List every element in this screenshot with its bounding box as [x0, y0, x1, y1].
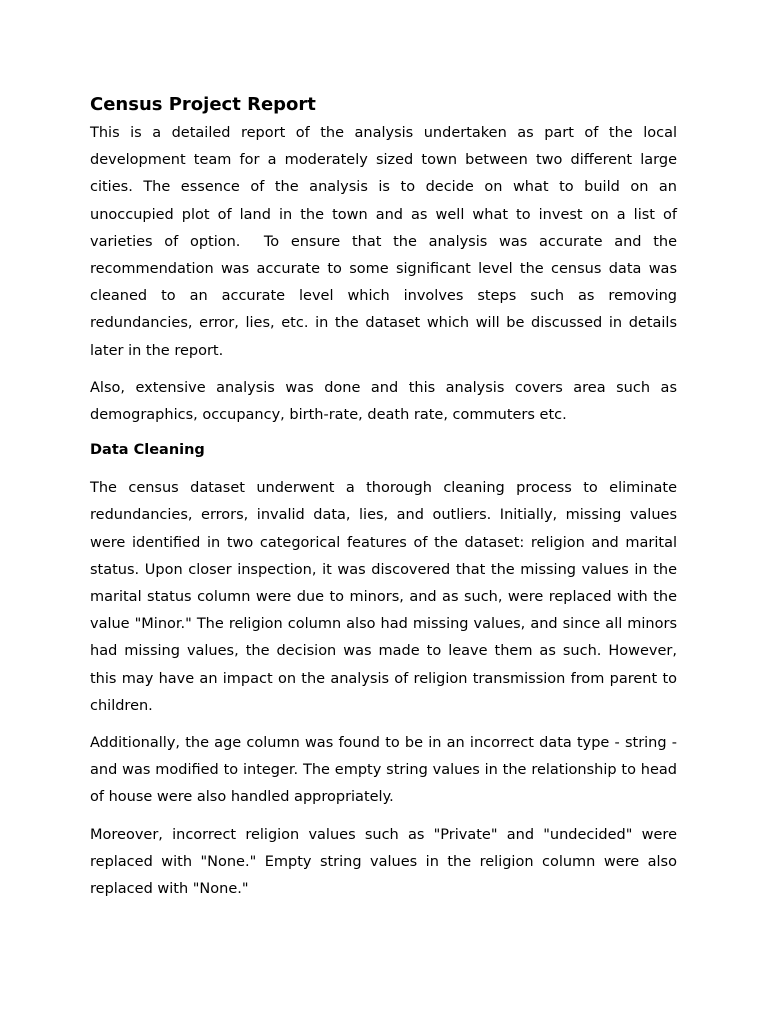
section-heading-data-cleaning: Data Cleaning — [90, 442, 205, 459]
data-cleaning-paragraph-1: The census dataset underwent a thorough cleaning process to eliminate redundancies, errors, invalid data, lies, and outliers. Initially, missing values were identified in two categorical features of the dataset: religion and marital status. Upon closer inspection, it was discovered that the missing values in the marital status column were due to minors, and as such, were replaced with the value "Minor." The religion column also had missing values, and since all minors had missing values, the decision was made to leave them as such. However, this may have an impact on the analysis of religion transmission from parent to children. — [90, 480, 682, 714]
data-cleaning-paragraph-2: Additionally, the age column was found to be in an incorrect data type - string - and was modified to integer. The empty string values in the relationship to head of house were also handled appropriately. — [90, 735, 682, 806]
document-page — [90, 92, 682, 913]
intro-paragraph-2: Also, extensive analysis was done and this analysis covers area such as demographics, occupancy, birth-rate, death rate, commuters etc. — [90, 379, 682, 424]
data-cleaning-paragraph-3: Moreover, incorrect religion values such as "Private" and "undecided" were replaced with "None." Empty string values in the religion column were also replaced with "None." — [90, 826, 682, 898]
intro-paragraph-1: This is a detailed report of the analysis undertaken as part of the local development team for a moderately sized town between two different large cities. The essence of the analysis is to decide on what to build on an unoccupied plot of land in the town and as well what to invest on a list of varieties of option. To ensure that the analysis was accurate and the recommendation was accurate to some significant level the census data was cleaned to an accurate level which involves steps such as removing redundancies, error, lies, etc. in the dataset which will be discussed in details later in the report. — [90, 125, 682, 359]
document-title: Census Project Report — [90, 94, 316, 115]
